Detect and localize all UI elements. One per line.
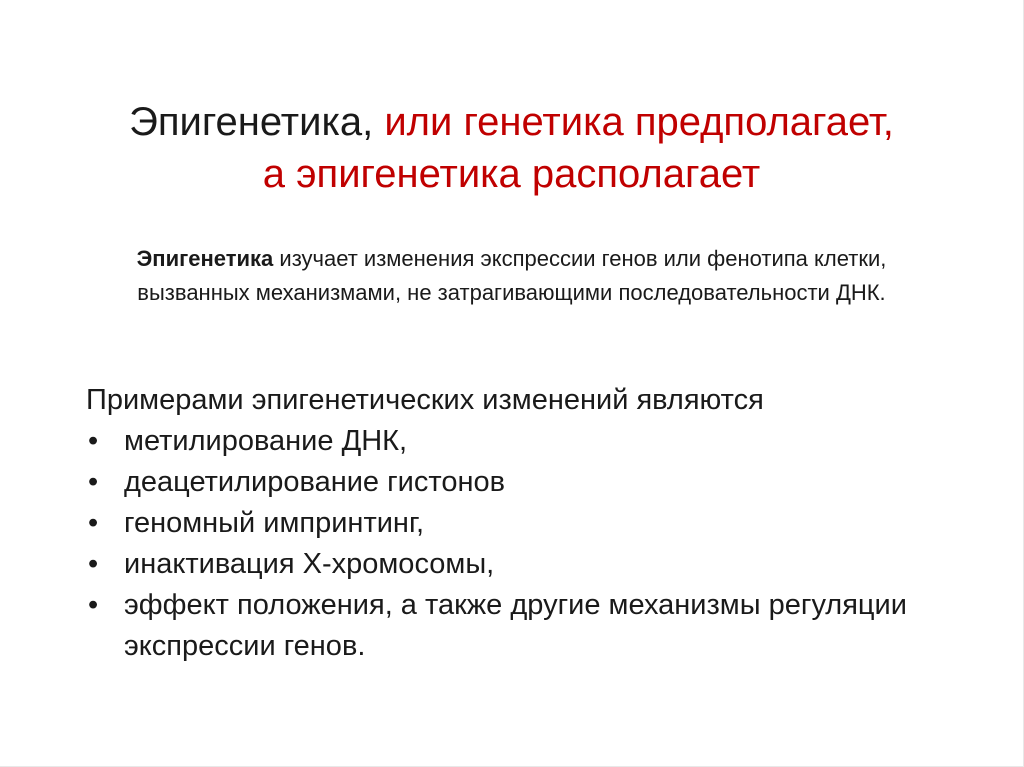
title-part-red-line2: а эпигенетика располагает [262, 152, 761, 196]
list-item-text: геномный импринтинг, [124, 507, 425, 539]
list-item [86, 421, 983, 462]
bullet-icon: • [88, 425, 99, 457]
list-item-text: инактивация Х-хромосомы, [124, 548, 495, 580]
list-item [86, 585, 983, 667]
bullet-icon: • [88, 548, 99, 580]
examples-block [86, 380, 983, 667]
slide-title [40, 96, 983, 200]
list-item-text: метилирование ДНК, [124, 425, 408, 457]
examples-heading: Примерами эпигенетических изменений являются [86, 384, 764, 416]
title-part-red-line1: или генетика предполагает, [384, 100, 894, 144]
list-item [86, 503, 983, 544]
definition-text: изучает изменения экспрессии генов или фенотипа клетки, вызванных механизмами, не затрагивающими последовательности ДНК. [137, 246, 887, 305]
bullet-icon: • [88, 589, 99, 621]
definition-term: Эпигенетика [136, 246, 274, 271]
list-item [86, 462, 983, 503]
bullet-icon: • [88, 466, 99, 498]
list-item-text: эффект положения, а также другие механизмы регуляции экспрессии генов. [124, 589, 907, 662]
bullet-icon: • [88, 507, 99, 539]
examples-list [86, 421, 983, 667]
list-item-text: деацетилирование гистонов [124, 466, 506, 498]
definition-paragraph [80, 242, 943, 310]
title-part-black: Эпигенетика, [129, 100, 374, 144]
list-item [86, 544, 983, 585]
